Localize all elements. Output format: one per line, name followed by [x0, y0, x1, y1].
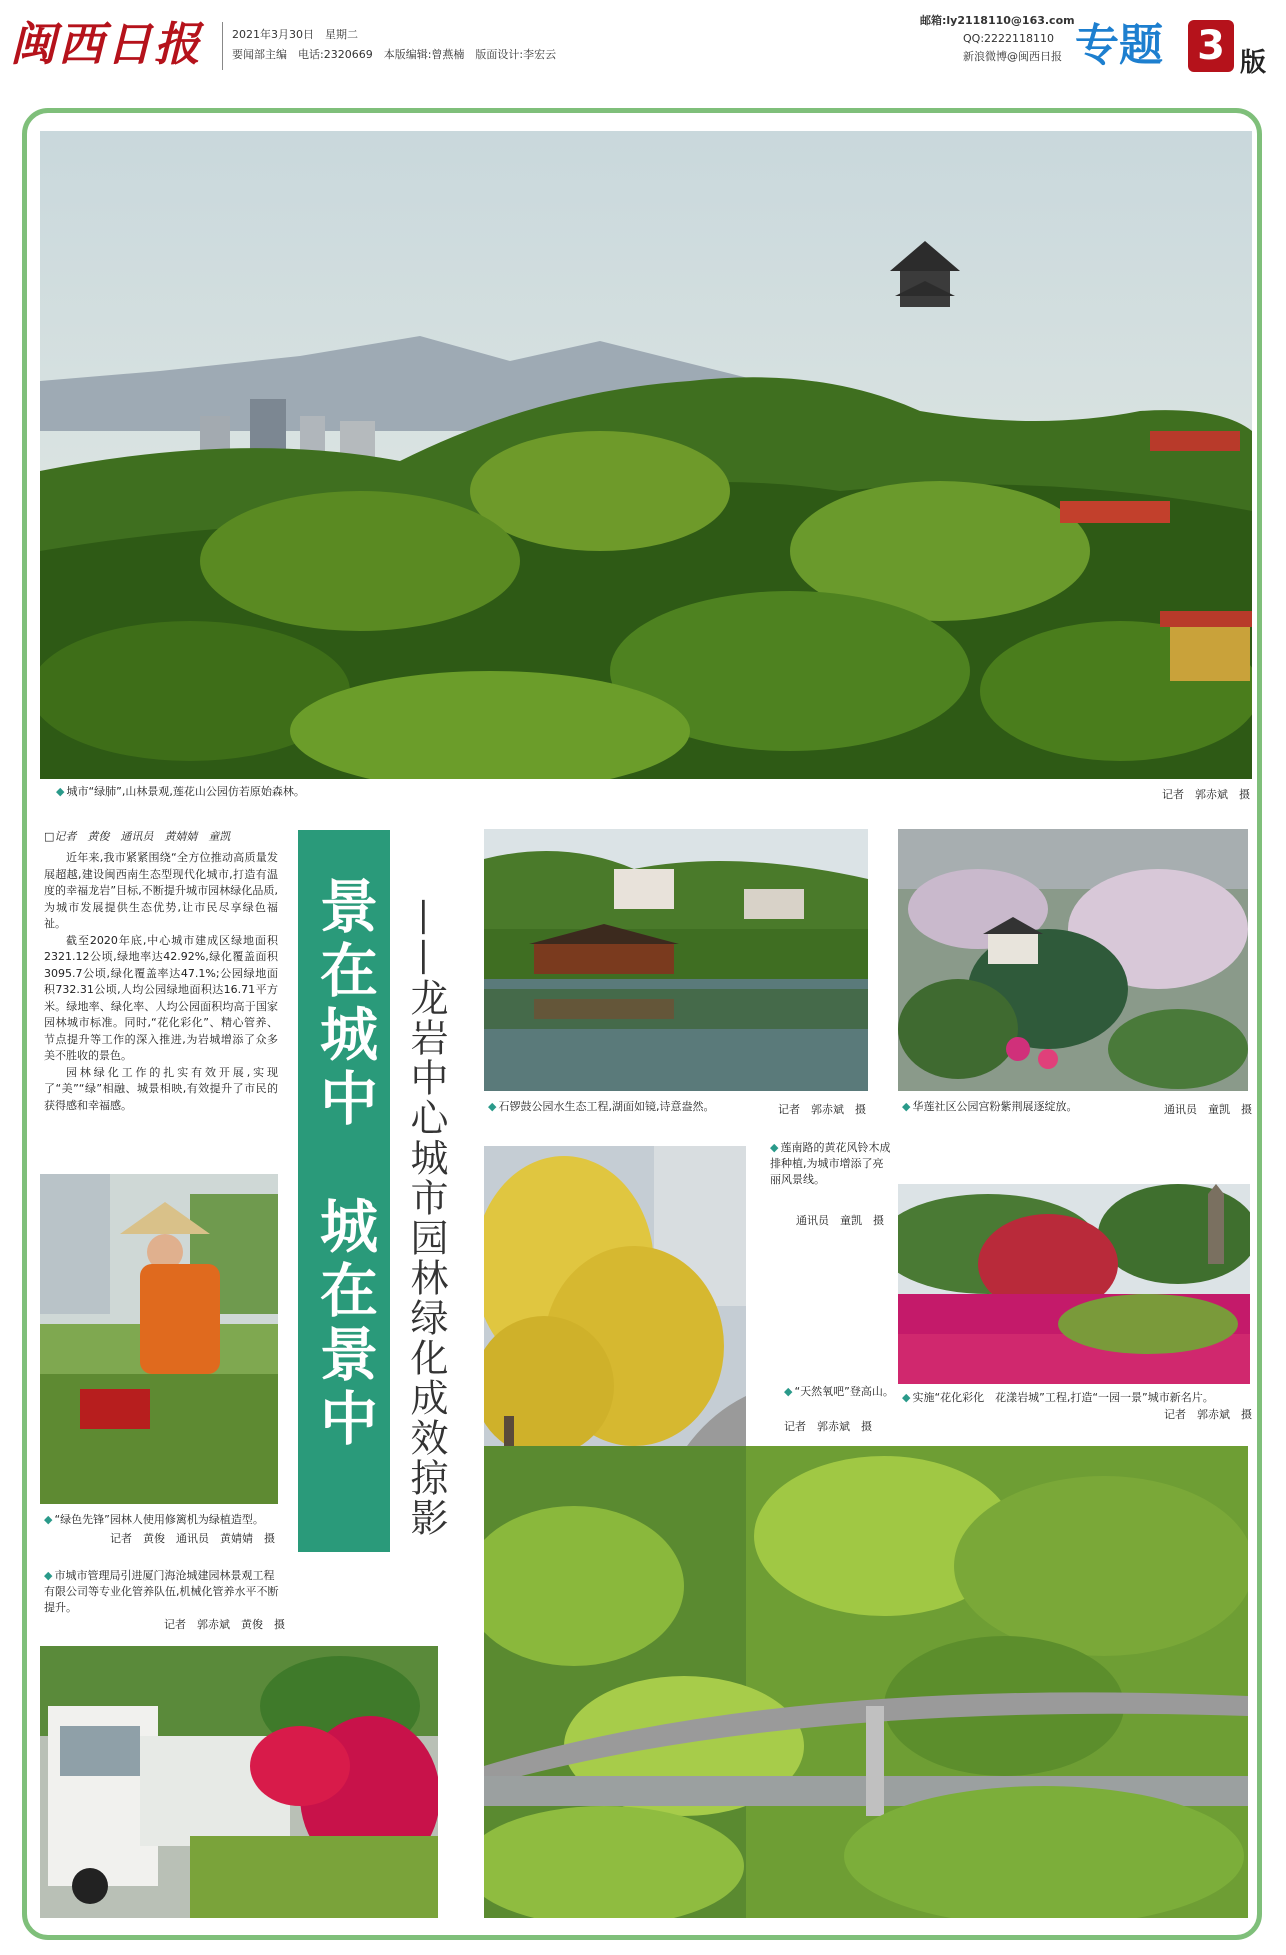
lake-photo [484, 829, 868, 1091]
header-divider [222, 22, 223, 70]
truck-caption-text: 市城市管理局引进厦门海沧城建园林景观工程有限公司等专业化管养队伍,机械化管养水平不断提升。 [44, 1569, 279, 1614]
headline-band [298, 830, 390, 1552]
header-weibo: 新浪微博@闽西日报 [963, 50, 1062, 63]
main-photo-caption [56, 784, 756, 800]
lake-photo-caption [488, 1099, 768, 1115]
truck-photo-credit: 记者 郭赤斌 黄俊 摄 [164, 1618, 285, 1631]
article-paragraph: 近年来,我市紧紧围绕“全方位推动高质量发展超越,建设闽西南生态型现代化城市,打造有温度的幸福龙岩”目标,不断提升城市园林绿化品质,为城市发展提供生态优势,让市民尽享绿色福祉。 [44, 851, 278, 930]
mountain-photo-caption [784, 1384, 894, 1400]
topic-label: 专题 [1075, 20, 1163, 71]
caption-arrow-icon: ◆ [784, 1385, 793, 1398]
header-email: 邮箱:ly2118110@163.com [920, 14, 1075, 27]
caption-arrow-icon: ◆ [902, 1391, 911, 1404]
caption-arrow-icon: ◆ [56, 785, 65, 798]
article-paragraph: 园林绿化工作的扎实有效开展,实现了“美”“绿”相融、城景相映,有效提升了市民的获得感和幸福感。 [44, 1065, 278, 1112]
yellow-trees-caption-text: 莲南路的黄花风铃木成排种植,为城市增添了亮丽风景线。 [770, 1141, 891, 1186]
worker-photo-caption [44, 1512, 284, 1528]
page-ban-label: 版 [1240, 48, 1267, 78]
caption-arrow-icon: ◆ [488, 1100, 497, 1113]
caption-arrow-icon: ◆ [770, 1141, 779, 1154]
header-date: 2021年3月30日 星期二 [232, 28, 358, 41]
park-photo [898, 829, 1248, 1091]
flowers-caption-text: 实施“花化彩化 花漾岩城”工程,打造“一园一景”城市新名片。 [912, 1391, 1214, 1404]
worker-photo-credit: 记者 黄俊 通讯员 黄婧婧 摄 [110, 1532, 275, 1545]
flowers-photo [898, 1184, 1250, 1384]
headline-sub: ——龙岩中心城市园林绿化成效掠影 [404, 898, 448, 1538]
caption-arrow-icon: ◆ [44, 1513, 53, 1526]
headline-main: 景在城中 城在景中 [310, 876, 378, 1452]
header-dept: 要闻部主编 电话:2320669 本版编辑:曾燕楠 版面设计:李宏云 [232, 48, 557, 61]
park-caption-text: 华莲社区公园宫粉紫荆展逐绽放。 [912, 1100, 1078, 1113]
worker-photo [40, 1174, 278, 1504]
yellow-trees-credit: 通讯员 童凯 摄 [796, 1214, 884, 1227]
park-photo-caption [902, 1099, 1142, 1115]
article-byline: □记者 黄俊 通讯员 黄婧婧 童凯 [44, 830, 231, 843]
worker-caption-text: “绿色先锋”园林人使用修篱机为绿植造型。 [54, 1513, 264, 1526]
article-paragraph: 截至2020年底,中心城市建成区绿地面积2321.12公顷,绿地率达42.92%,绿化覆盖面积3095.7公顷,绿化覆盖率达47.1%;公园绿地面积732.31公顷,人均公园绿地面积达16.71平方米。绿地率、绿化率、人均公园面积均高于国家园林城市标准。同时,“花化彩化”、精心管养、节点提升等工作的深入推进,为岩城增添了众多美不胜收的景色。 [44, 933, 278, 1062]
park-photo-credit: 通讯员 童凯 摄 [1164, 1103, 1252, 1116]
lake-caption-text: 石锣鼓公园水生态工程,湖面如镜,诗意盎然。 [498, 1100, 715, 1113]
article-body [44, 850, 278, 1114]
flowers-photo-caption [902, 1390, 1242, 1406]
main-forest-photo [40, 131, 1252, 779]
main-photo-caption-text: 城市“绿肺”,山林景观,莲花山公园仿若原始森林。 [66, 785, 305, 798]
mountain-caption-text: “天然氧吧”登高山。 [794, 1385, 894, 1398]
header-qq: QQ:2222118110 [963, 32, 1055, 45]
caption-arrow-icon: ◆ [902, 1100, 911, 1113]
masthead-logo: 闽西日报 [10, 17, 202, 71]
truck-photo [40, 1646, 438, 1918]
flowers-photo-credit: 记者 郭赤斌 摄 [1164, 1408, 1252, 1421]
caption-arrow-icon: ◆ [44, 1569, 53, 1582]
lake-photo-credit: 记者 郭赤斌 摄 [778, 1103, 866, 1116]
truck-photo-caption [44, 1568, 284, 1616]
aerial-photo [484, 1446, 1248, 1918]
main-photo-credit: 记者 郭赤斌 摄 [1162, 788, 1250, 801]
mountain-photo-credit: 记者 郭赤斌 摄 [784, 1420, 872, 1433]
page-number: 3 [1188, 20, 1234, 72]
yellow-trees-caption [770, 1140, 894, 1188]
